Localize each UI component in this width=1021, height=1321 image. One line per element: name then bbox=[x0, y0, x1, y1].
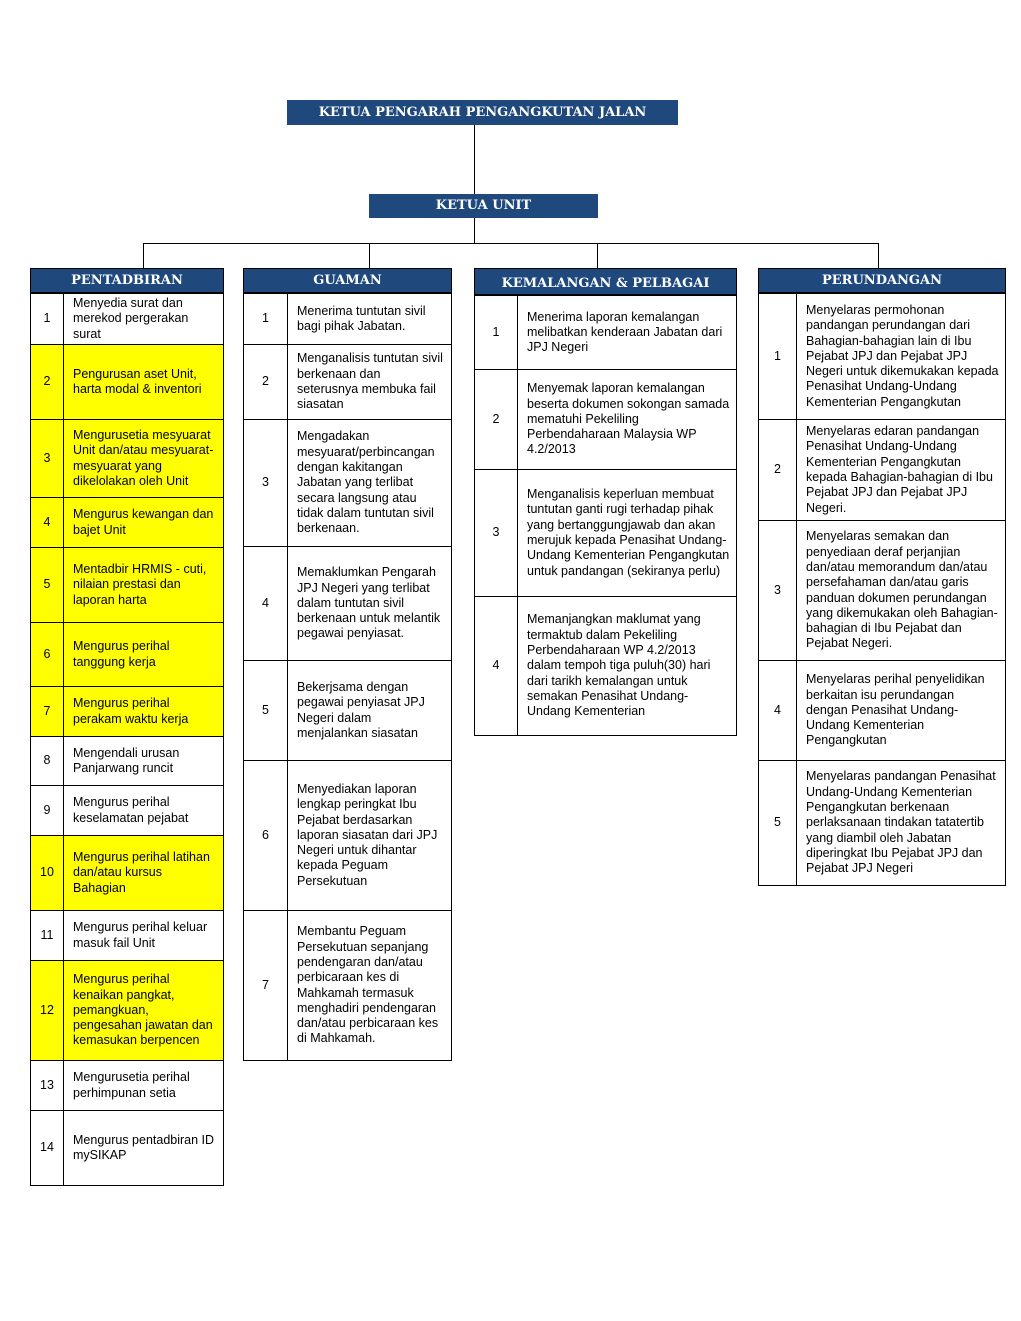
row-text: Menerima laporan kemalangan melibatkan kenderaan Jabatan dari JPJ Negeri bbox=[518, 296, 737, 370]
perundangan-table bbox=[758, 293, 1006, 886]
row-text: Mengurus kewangan dan bajet Unit bbox=[64, 498, 224, 548]
table-row bbox=[31, 836, 224, 911]
row-text: Memaklumkan Pengarah JPJ Negeri yang terlibat dalam tuntutan sivil berkenaan untuk melantik pegawai penyiasat. bbox=[288, 547, 452, 661]
perundangan-header bbox=[758, 268, 1006, 293]
row-number: 4 bbox=[31, 498, 64, 548]
table-row bbox=[31, 345, 224, 420]
row-number: 4 bbox=[475, 597, 518, 736]
table-row bbox=[244, 547, 452, 661]
row-text: Menganalisis keperluan membuat tuntutan ganti rugi terhadap pihak yang bertanggungjawab dan akan merujuk kepada Penasihat Undang-Undang Kementerian Pengangkutan untuk pandangan (sekiranya perlu) bbox=[518, 470, 737, 597]
unit-head-label: KETUA UNIT bbox=[435, 198, 532, 213]
row-text: Menyemak laporan kemalangan beserta dokumen sokongan samada mematuhi Pekeliling Perbendaharaan Malaysia WP 4.2/2013 bbox=[518, 370, 737, 470]
row-number: 3 bbox=[759, 521, 797, 661]
row-number: 14 bbox=[31, 1111, 64, 1186]
kemalangan-header bbox=[474, 268, 737, 295]
row-number: 5 bbox=[244, 661, 288, 761]
row-number: 7 bbox=[31, 687, 64, 737]
row-number: 1 bbox=[759, 294, 797, 420]
row-text: Mengurus perihal keluar masuk fail Unit bbox=[64, 911, 224, 961]
table-row bbox=[759, 294, 1006, 420]
table-row bbox=[31, 294, 224, 345]
row-text: Mengurus perihal perakam waktu kerja bbox=[64, 687, 224, 737]
row-number: 2 bbox=[759, 420, 797, 521]
row-number: 9 bbox=[31, 786, 64, 836]
kemalangan-table bbox=[474, 295, 737, 736]
guaman-column bbox=[243, 268, 452, 1061]
pentadbiran-header bbox=[30, 268, 224, 293]
row-text: Membantu Peguam Persekutuan sepanjang pendengaran dan/atau perbicaraan kes di Mahkamah termasuk menghadiri pendengaran dan/atau perbicaraan kes di Mahkamah. bbox=[288, 911, 452, 1061]
table-row bbox=[475, 470, 737, 597]
row-number: 1 bbox=[244, 294, 288, 345]
row-text: Mengendali urusan Panjarwang runcit bbox=[64, 737, 224, 786]
pentadbiran-title: PENTADBIRAN bbox=[71, 273, 183, 288]
table-row bbox=[759, 661, 1006, 761]
row-number: 2 bbox=[31, 345, 64, 420]
row-number: 1 bbox=[475, 296, 518, 370]
row-text: Mengurus perihal latihan dan/atau kursus Bahagian bbox=[64, 836, 224, 911]
table-row bbox=[244, 294, 452, 345]
table-row bbox=[31, 1111, 224, 1186]
unit-head-box bbox=[369, 194, 598, 218]
row-number: 6 bbox=[31, 623, 64, 687]
pentadbiran-column bbox=[30, 268, 224, 1186]
table-row bbox=[31, 737, 224, 786]
connector-unit-down bbox=[474, 218, 475, 243]
row-text: Mengurus perihal tanggung kerja bbox=[64, 623, 224, 687]
director-general-box bbox=[287, 100, 678, 125]
row-number: 3 bbox=[31, 420, 64, 498]
row-text: Menganalisis tuntutan sivil berkenaan dan seterusnya membuka fail siasatan bbox=[288, 345, 452, 420]
row-text: Menyediakan laporan lengkap peringkat Ibu Pejabat berdasarkan laporan siasatan dari JPJ Negeri untuk dihantar kepada Peguam Persekutuan bbox=[288, 761, 452, 911]
table-row bbox=[244, 911, 452, 1061]
connector-to-pentadbiran bbox=[143, 243, 144, 269]
table-row bbox=[31, 786, 224, 836]
row-text: Menyelaras semakan dan penyediaan deraf perjanjian dan/atau memorandum dan/atau persefahaman dan/atau garis panduan dokumen perundangan yang dikemukakan oleh Bahagian-bahagian di Ibu Pejabat dan Pejabat Negeri. bbox=[797, 521, 1006, 661]
guaman-table bbox=[243, 293, 452, 1061]
row-number: 10 bbox=[31, 836, 64, 911]
row-number: 11 bbox=[31, 911, 64, 961]
connector-top-to-unit bbox=[474, 125, 475, 194]
director-general-label: KETUA PENGARAH PENGANGKUTAN JALAN bbox=[318, 105, 647, 120]
row-text: Menyelaras permohonan pandangan perundangan dari Bahagian-bahagian lain di Ibu Pejabat JPJ dan Pejabat JPJ Negeri untuk dikemukakan kepada Penasihat Undang-Undang Kementerian Pengangkutan bbox=[797, 294, 1006, 420]
row-number: 6 bbox=[244, 761, 288, 911]
row-text: Mengurus perihal kenaikan pangkat, pemangkuan, pengesahan jawatan dan kemasukan berpencen bbox=[64, 961, 224, 1061]
table-row bbox=[31, 548, 224, 623]
row-text: Pengurusan aset Unit, harta modal & inventori bbox=[64, 345, 224, 420]
row-text: Mengurusetia mesyuarat Unit dan/atau mesyuarat-mesyuarat yang dikelolakan oleh Unit bbox=[64, 420, 224, 498]
table-row bbox=[244, 345, 452, 420]
row-number: 2 bbox=[244, 345, 288, 420]
row-text: Mengadakan mesyuarat/perbincangan dengan kakitangan Jabatan yang terlibat secara langsung atau tidak dalam tuntutan sivil berkenaan. bbox=[288, 420, 452, 547]
table-row bbox=[31, 498, 224, 548]
perundangan-title: PERUNDANGAN bbox=[821, 273, 943, 288]
table-row bbox=[759, 420, 1006, 521]
guaman-header bbox=[243, 268, 452, 293]
table-row bbox=[759, 521, 1006, 661]
row-text: Menyelaras edaran pandangan Penasihat Undang-Undang Kementerian Pengangkutan kepada Bahagian-bahagian di Ibu Pejabat JPJ dan Pejabat JPJ Negeri. bbox=[797, 420, 1006, 521]
table-row bbox=[31, 1061, 224, 1111]
row-text: Mengurus perihal keselamatan pejabat bbox=[64, 786, 224, 836]
row-number: 1 bbox=[31, 294, 64, 345]
table-row bbox=[244, 761, 452, 911]
row-text: Bekerjsama dengan pegawai penyiasat JPJ Negeri dalam menjalankan siasatan bbox=[288, 661, 452, 761]
row-text: Memanjangkan maklumat yang termaktub dalam Pekeliling Perbendaharaan WP 4.2/2013 dalam tempoh tiga puluh(30) hari dari tarikh kemalangan untuk semakan Penasihat Undang-Undang Kementerian bbox=[518, 597, 737, 736]
row-number: 3 bbox=[475, 470, 518, 597]
row-number: 5 bbox=[31, 548, 64, 623]
row-text: Mengurus pentadbiran ID mySIKAP bbox=[64, 1111, 224, 1186]
row-text: Menyedia surat dan merekod pergerakan surat bbox=[64, 294, 224, 345]
table-row bbox=[244, 661, 452, 761]
kemalangan-column bbox=[474, 268, 737, 736]
table-row bbox=[475, 296, 737, 370]
row-text: Menerima tuntutan sivil bagi pihak Jabatan. bbox=[288, 294, 452, 345]
row-number: 4 bbox=[244, 547, 288, 661]
row-number: 7 bbox=[244, 911, 288, 1061]
row-number: 13 bbox=[31, 1061, 64, 1111]
connector-to-perundangan bbox=[878, 243, 879, 269]
table-row bbox=[31, 420, 224, 498]
connector-horizontal-bar bbox=[143, 243, 879, 244]
row-text: Menyelaras pandangan Penasihat Undang-Undang Kementerian Pengangkutan berkenaan perlaksanaan tindakan tatatertib yang diambil oleh Jabatan diperingkat Ibu Pejabat JPJ dan Pejabat JPJ Negeri bbox=[797, 761, 1006, 886]
table-row bbox=[475, 370, 737, 470]
connector-to-guaman bbox=[369, 243, 370, 269]
row-number: 3 bbox=[244, 420, 288, 547]
pentadbiran-table bbox=[30, 293, 224, 1186]
table-row bbox=[31, 687, 224, 737]
table-row bbox=[31, 961, 224, 1061]
row-number: 5 bbox=[759, 761, 797, 886]
guaman-title: GUAMAN bbox=[313, 273, 382, 288]
table-row bbox=[475, 597, 737, 736]
row-number: 8 bbox=[31, 737, 64, 786]
row-number: 4 bbox=[759, 661, 797, 761]
row-number: 2 bbox=[475, 370, 518, 470]
row-text: Mentadbir HRMIS - cuti, nilaian prestasi dan laporan harta bbox=[64, 548, 224, 623]
table-row bbox=[759, 761, 1006, 886]
perundangan-column bbox=[758, 268, 1006, 886]
kemalangan-title: KEMALANGAN & PELBAGAI bbox=[501, 276, 710, 291]
row-text: Mengurusetia perihal perhimpunan setia bbox=[64, 1061, 224, 1111]
row-text: Menyelaras perihal penyelidikan berkaitan isu perundangan dengan Penasihat Undang-Undang Kementerian Pengangkutan bbox=[797, 661, 1006, 761]
row-number: 12 bbox=[31, 961, 64, 1061]
connector-to-kemalangan bbox=[597, 243, 598, 269]
table-row bbox=[244, 420, 452, 547]
table-row bbox=[31, 911, 224, 961]
table-row bbox=[31, 623, 224, 687]
